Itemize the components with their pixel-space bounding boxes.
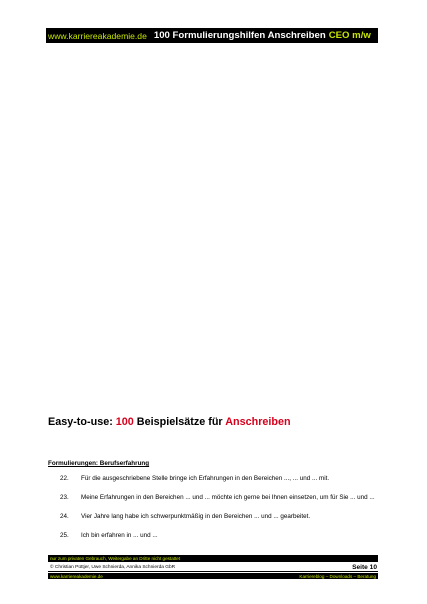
header-banner [46,28,378,43]
phrase-list [48,474,378,540]
phrase-item [48,531,378,540]
header-document-title: 100 Formulierungshilfen Anschreiben [153,30,326,41]
phrase-item [48,474,378,483]
phrase-number: 25. [60,532,69,539]
phrase-text: Für die ausgeschriebene Stelle bringe ich Erfahrungen in den Bereichen ..., ... und ... mit. [81,475,330,482]
phrase-number: 23. [60,494,69,501]
phrase-number: 24. [60,513,69,520]
page-number: Seite 10 [352,563,377,571]
header-website-url[interactable]: www.karriereakademie.de [48,30,147,41]
footer-copyright: © Christian Püttjer, Uwe Schnierda, Annika Schnierda GbR [50,564,176,570]
footer-website-url[interactable]: www.karriereakademie.de [50,573,103,579]
phrase-text: Ich bin erfahren in ... und ... [81,532,158,539]
footer-info-row [48,563,378,572]
footer-link-bar [48,573,378,579]
phrase-text: Vier Jahre lang habe ich schwerpunktmäßig in den Bereichen ... und ... gearbeitet. [81,513,311,520]
heading-middle: Beispielsätze für [133,416,226,428]
phrase-item [48,493,378,502]
header-target-role: CEO m/w [328,30,371,41]
category-subheading: Formulierungen: Berufserfahrung [48,460,150,467]
phrase-number: 22. [60,475,69,482]
phrase-text: Meine Erfahrungen in den Bereichen ... und ... möchte ich gerne bei Ihnen einsetzen, um für Sie ... und ... [81,494,375,501]
heading-highlight: Anschreiben [225,416,291,428]
footer-nav-links[interactable]: Karriereblog – Downloads – Beratung [299,573,376,579]
heading-number: 100 [115,416,134,428]
section-heading [48,416,388,428]
phrase-item [48,512,378,521]
footer-usage-notice: nur zum privaten Gebrauch, Weitergabe an Dritte nicht gestattet [48,555,378,562]
heading-prefix: Easy-to-use: [48,416,116,428]
